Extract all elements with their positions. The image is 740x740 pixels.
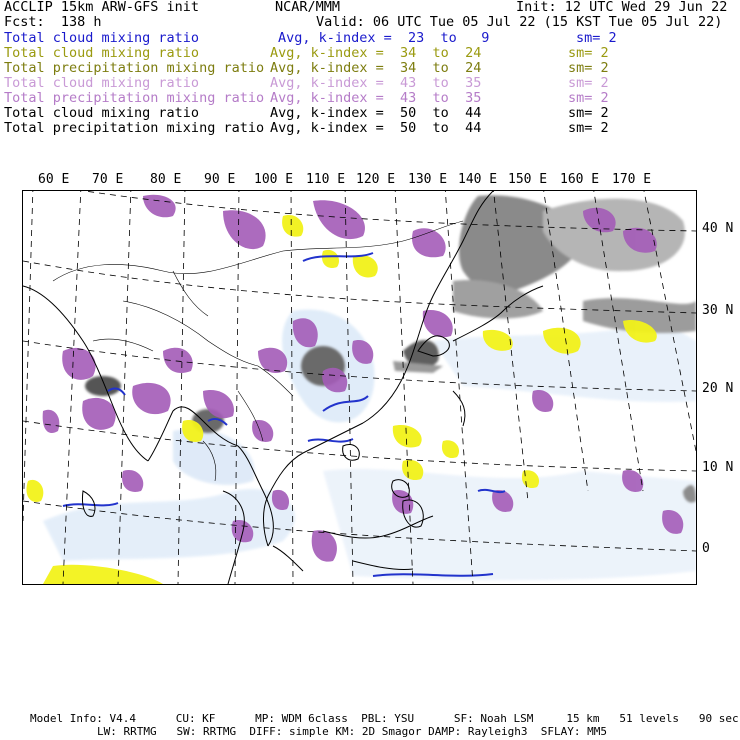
field-name: Total cloud mixing ratio bbox=[4, 105, 200, 121]
longitude-label: 70 E bbox=[92, 172, 124, 187]
field-smoothing: sm= 2 bbox=[568, 45, 609, 61]
longitude-label: 100 E bbox=[254, 172, 294, 187]
field-smoothing: sm= 2 bbox=[568, 105, 609, 121]
field-name: Total precipitation mixing ratio bbox=[4, 60, 265, 76]
latitude-label: 20 N bbox=[702, 381, 734, 396]
longitude-label: 120 E bbox=[356, 172, 396, 187]
longitude-label: 60 E bbox=[38, 172, 70, 187]
latitude-label: 0 bbox=[702, 541, 710, 556]
field-smoothing: sm= 2 bbox=[568, 75, 609, 91]
field-name: Total cloud mixing ratio bbox=[4, 45, 200, 61]
longitude-label: 80 E bbox=[150, 172, 182, 187]
field-smoothing: sm= 2 bbox=[568, 90, 609, 106]
latitude-label: 40 N bbox=[702, 221, 734, 236]
field-k-index: Avg, k-index = 43 to 35 bbox=[270, 90, 482, 106]
field-legend-row bbox=[0, 75, 740, 90]
longitude-label: 150 E bbox=[508, 172, 548, 187]
latitude-label: 30 N bbox=[702, 303, 734, 318]
field-smoothing: sm= 2 bbox=[568, 120, 609, 136]
model-info-line1: Model Info: V4.4 CU: KF MP: WDM 6class PBL: YSU SF: Noah LSM 15 km 51 levels 90 sec bbox=[30, 712, 739, 725]
field-k-index: Avg, k-index = 34 to 24 bbox=[270, 45, 482, 61]
field-name: Total cloud mixing ratio bbox=[4, 75, 200, 91]
field-name: Total precipitation mixing ratio bbox=[4, 90, 265, 106]
field-smoothing: sm= 2 bbox=[568, 60, 609, 76]
field-k-index: Avg, k-index = 50 to 44 bbox=[270, 120, 482, 136]
field-name: Total precipitation mixing ratio bbox=[4, 120, 265, 136]
field-legend-row bbox=[0, 45, 740, 60]
field-legend-row bbox=[0, 60, 740, 75]
longitude-label: 110 E bbox=[306, 172, 346, 187]
valid-time: Valid: 06 UTC Tue 05 Jul 22 (15 KST Tue 05 Jul 22) bbox=[316, 14, 723, 30]
forecast-hour: Fcst: 138 h bbox=[4, 14, 102, 30]
map-panel bbox=[22, 190, 697, 585]
longitude-label: 130 E bbox=[408, 172, 448, 187]
organization-label: NCAR/MMM bbox=[275, 0, 341, 15]
longitude-label: 90 E bbox=[204, 172, 236, 187]
field-k-index: Avg, k-index = 50 to 44 bbox=[270, 105, 482, 121]
field-name: Total cloud mixing ratio bbox=[4, 30, 200, 46]
map-canvas bbox=[23, 191, 696, 584]
init-time: Init: 12 UTC Wed 29 Jun 22 bbox=[516, 0, 728, 15]
field-k-index: Avg, k-index = 43 to 35 bbox=[270, 75, 482, 91]
field-smoothing: sm= 2 bbox=[576, 30, 617, 46]
longitude-label: 140 E bbox=[458, 172, 498, 187]
model-info-line2: LW: RRTMG SW: RRTMG DIFF: simple KM: 2D Smagor DAMP: Rayleigh3 SFLAY: MM5 bbox=[97, 725, 607, 738]
field-legend-row bbox=[0, 105, 740, 120]
field-legend-row bbox=[0, 30, 740, 45]
field-legend-row bbox=[0, 120, 740, 135]
field-k-index: Avg, k-index = 23 to 9 bbox=[278, 30, 490, 46]
field-legend-row bbox=[0, 90, 740, 105]
map-title: ACCLIP 15km ARW-GFS init bbox=[4, 0, 200, 15]
longitude-label: 170 E bbox=[612, 172, 652, 187]
longitude-label: 160 E bbox=[560, 172, 600, 187]
field-k-index: Avg, k-index = 34 to 24 bbox=[270, 60, 482, 76]
latitude-label: 10 N bbox=[702, 460, 734, 475]
